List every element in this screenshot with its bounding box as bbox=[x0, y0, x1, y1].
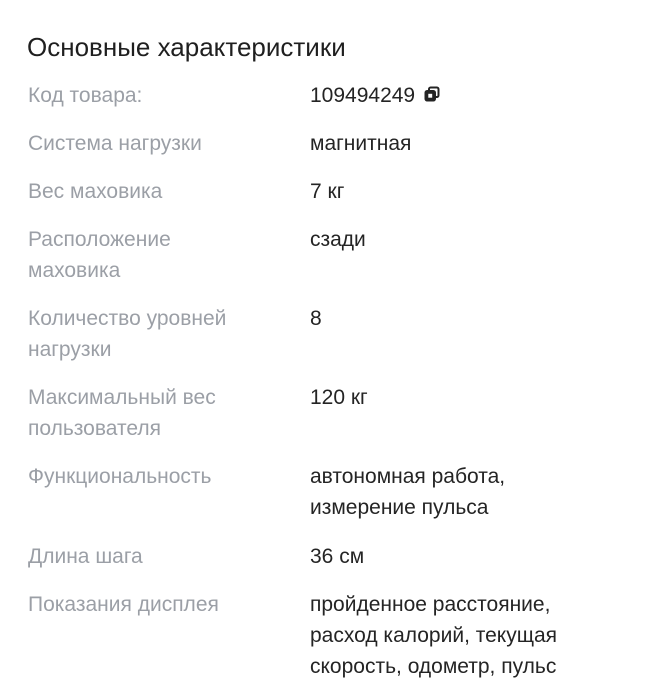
spec-label bbox=[28, 80, 310, 111]
spec-value bbox=[310, 128, 628, 159]
spec-label bbox=[28, 461, 310, 492]
spec-value bbox=[310, 461, 628, 523]
spec-value-line: измерение пульса bbox=[310, 496, 489, 519]
spec-value-line: магнитная bbox=[310, 132, 412, 155]
spec-value-line: 120 кг bbox=[310, 386, 368, 409]
spec-row-functionality bbox=[28, 461, 628, 541]
spec-value bbox=[310, 224, 628, 255]
spec-row-flywheel-weight bbox=[28, 176, 628, 224]
spec-row-product-code bbox=[28, 80, 628, 128]
spec-value-line: скорость, одометр, пульс bbox=[310, 655, 557, 678]
spec-label bbox=[28, 303, 310, 365]
spec-label bbox=[28, 541, 310, 572]
section-title: Основные характеристики bbox=[27, 32, 346, 62]
spec-row-display-readings bbox=[28, 589, 628, 689]
spec-value bbox=[310, 176, 628, 207]
spec-value bbox=[310, 382, 628, 413]
spec-label-line: Код товара: bbox=[28, 84, 143, 107]
spec-row-flywheel-position bbox=[28, 224, 628, 303]
spec-label-line: Расположение bbox=[28, 228, 171, 251]
spec-value bbox=[310, 541, 628, 572]
spec-label bbox=[28, 128, 310, 159]
product-code-value: 109494249 bbox=[310, 84, 416, 107]
spec-value-line: 8 bbox=[310, 307, 322, 330]
spec-row-step-length bbox=[28, 541, 628, 589]
spec-label-line: Функциональность bbox=[28, 465, 212, 488]
spec-label bbox=[28, 382, 310, 444]
spec-label-line: Количество уровней bbox=[28, 307, 227, 330]
spec-value-line: автономная работа, bbox=[310, 465, 506, 488]
spec-value bbox=[310, 589, 628, 682]
spec-value-line: пройденное расстояние, bbox=[310, 593, 551, 616]
spec-label-line: пользователя bbox=[28, 417, 161, 440]
spec-label-line: маховика bbox=[28, 259, 121, 282]
spec-label-line: Максимальный вес bbox=[28, 386, 216, 409]
spec-row-load-levels bbox=[28, 303, 628, 382]
spec-label-line: Длина шага bbox=[28, 545, 143, 568]
spec-value-line: сзади bbox=[310, 228, 366, 251]
spec-label-line: Вес маховика bbox=[28, 180, 163, 203]
spec-label-line: Показания дисплея bbox=[28, 593, 219, 616]
spec-value-line: расход калорий, текущая bbox=[310, 624, 558, 647]
spec-value bbox=[310, 80, 628, 111]
spec-row-load-system bbox=[28, 128, 628, 176]
copy-icon bbox=[424, 86, 440, 102]
spec-row-max-user-weight bbox=[28, 382, 628, 461]
spec-label-line: Система нагрузки bbox=[28, 132, 202, 155]
spec-label bbox=[28, 224, 310, 286]
spec-value bbox=[310, 303, 628, 334]
spec-label bbox=[28, 176, 310, 207]
spec-value-line: 36 см bbox=[310, 545, 365, 568]
spec-label bbox=[28, 589, 310, 620]
spec-label-line: нагрузки bbox=[28, 338, 112, 361]
spec-value-line: 7 кг bbox=[310, 180, 345, 203]
spec-list bbox=[28, 80, 628, 689]
copy-button[interactable] bbox=[424, 86, 440, 102]
